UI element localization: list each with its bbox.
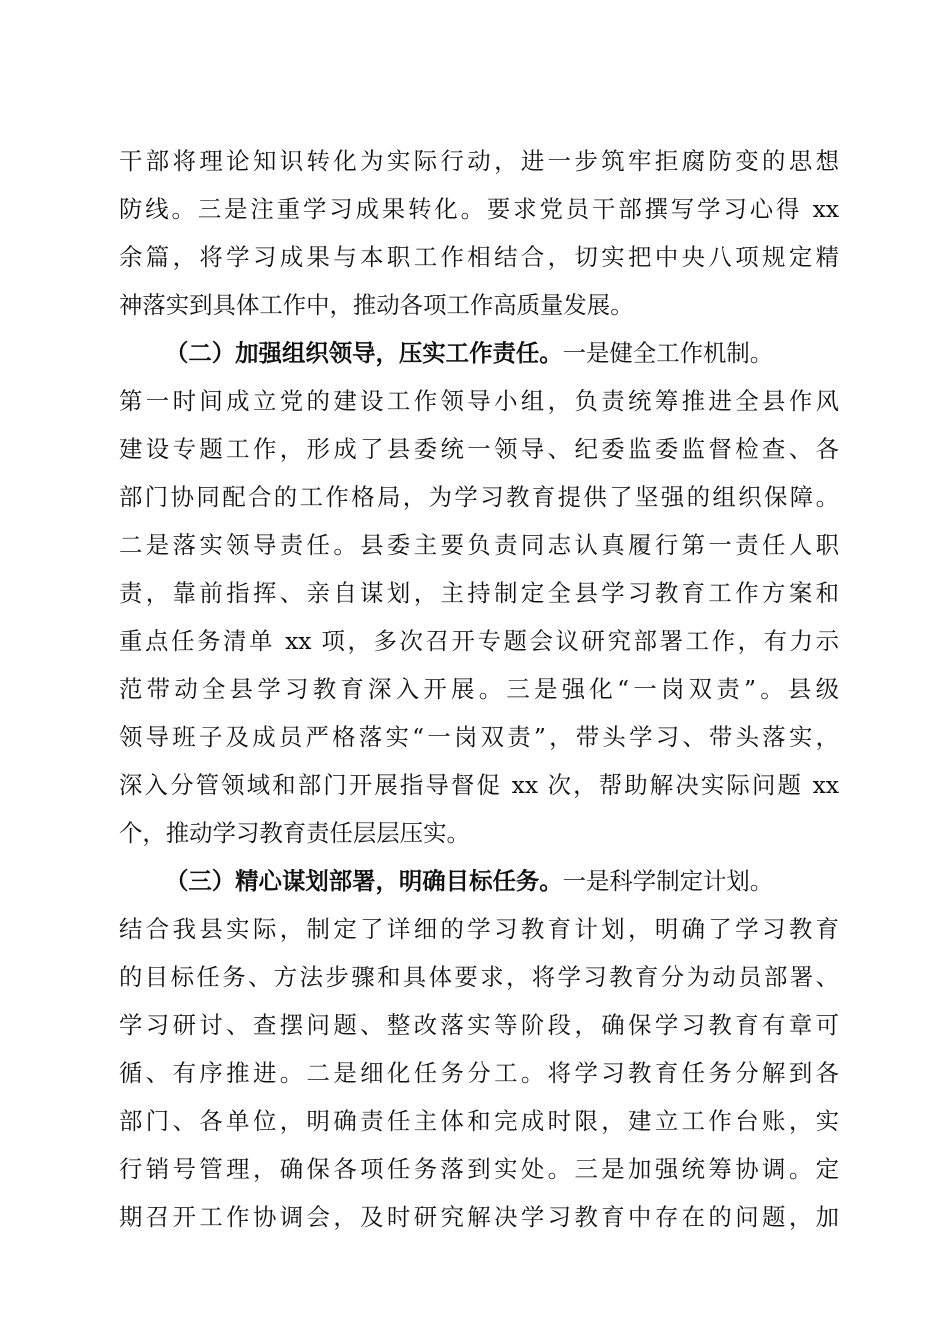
text-line: 建设专题工作，形成了县委统一领导、纪委监委监督检查、各 <box>119 435 839 463</box>
text-line: 结合我县实际，制定了详细的学习教育计划，明确了学习教育 <box>119 915 839 943</box>
text-line: 的目标任务、方法步骤和具体要求，将学习教育分为动员部署、 <box>119 963 839 991</box>
section-heading: （三）精心谋划部署，明确目标任务。 <box>165 867 563 895</box>
text-span: 一是健全工作机制。 <box>562 339 774 367</box>
text-line: 部门协同配合的工作格局，为学习教育提供了坚强的组织保障。 <box>119 483 839 511</box>
text-line: 循、有序推进。二是细化任务分工。将学习教育任务分解到各 <box>119 1059 839 1087</box>
text-line: 防线。三是注重学习成果转化。要求党员干部撰写学习心得 xx <box>119 195 839 223</box>
text-span: 一是科学制定计划。 <box>562 867 774 895</box>
text-line: 学习研讨、查摆问题、整改落实等阶段，确保学习教育有章可 <box>119 1011 839 1039</box>
text-line: 范带动全县学习教育深入开展。三是强化“一岗双责”。县级 <box>119 675 839 703</box>
text-line: 干部将理论知识转化为实际行动，进一步筑牢拒腐防变的思想 <box>119 147 839 175</box>
section-heading: （二）加强组织领导，压实工作责任。 <box>165 339 563 367</box>
text-line: 神落实到具体工作中，推动各项工作高质量发展。 <box>119 291 634 319</box>
text-line: 领导班子及成员严格落实“一岗双责”，带头学习、带头落实， <box>119 723 839 751</box>
text-line: 第一时间成立党的建设工作领导小组，负责统筹推进全县作风 <box>119 387 839 415</box>
text-line: 责，靠前指挥、亲自谋划，主持制定全县学习教育工作方案和 <box>119 579 839 607</box>
text-line: 期召开工作协调会，及时研究解决学习教育中存在的问题，加 <box>119 1203 839 1231</box>
text-line: 部门、各单位，明确责任主体和完成时限，建立工作台账，实 <box>119 1107 839 1135</box>
text-line: 个，推动学习教育责任层层压实。 <box>119 819 470 847</box>
text-line: 行销号管理，确保各项任务落到实处。三是加强统筹协调。定 <box>119 1155 839 1183</box>
section-heading-line <box>165 329 839 377</box>
text-line: 余篇，将学习成果与本职工作相结合，切实把中央八项规定精 <box>119 243 839 271</box>
text-line: 深入分管领域和部门开展指导督促 xx 次，帮助解决实际问题 xx <box>119 771 839 799</box>
text-line: 重点任务清单 xx 项，多次召开专题会议研究部署工作，有力示 <box>119 627 839 655</box>
text-line: 二是落实领导责任。县委主要负责同志认真履行第一责任人职 <box>119 531 839 559</box>
section-heading-line <box>165 857 839 905</box>
